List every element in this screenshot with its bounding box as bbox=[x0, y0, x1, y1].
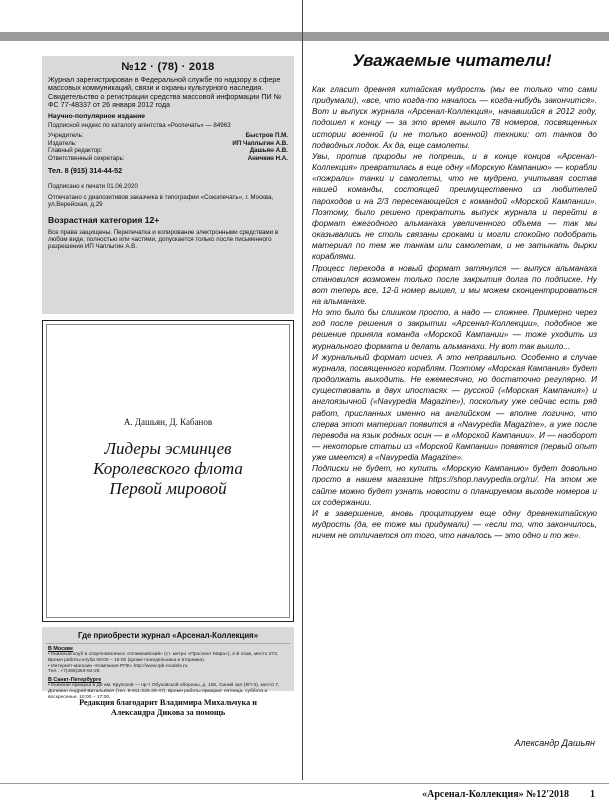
secretary-label: Ответственный секретарь: bbox=[48, 154, 125, 162]
paragraph-1: Как гласит древняя китайская мудрость (мы ее только что сами придумали), «все, что когда-то началось — когда-нибудь закончится». Вот и выпуск журнала «Арсенал-Коллекция», начавшийся в 2012 году, подошел к концу — за это время вышло 78 номеров, посвященных истории военной (и не только военной) техники: от танков до подводных лодок. Ах да, еще самолеты. bbox=[312, 85, 597, 150]
acknowledgement-line-2: Александра Дикова за помощь bbox=[110, 708, 226, 717]
city-spb: В Санкт-Петербурге bbox=[48, 677, 102, 684]
paragraph-3: Процесс перехода в новый формат затянулся — выпуск альманаха становился возможен только после закрытия долга по подписке. Ну вот теперь все, 12-й номер вышел, и мы можем сконцентрироваться на альманахе. bbox=[312, 263, 597, 306]
signed-date: Подписано к печати 01.06.2020 bbox=[48, 183, 138, 191]
moscow-store-1: • Книжный клуб в спорткомплексе «Олимпийский» (ст. метро «Проспект Мира»), 2-й этаж, место 274. Время работы клуба 09:00 – 15:00 (кроме понедельника и вторника). bbox=[48, 652, 279, 663]
cover-frame bbox=[46, 324, 290, 618]
where-to-buy-heading: Где приобрести журнал «Арсенал-Коллекция» bbox=[46, 627, 290, 644]
editor-value: Дашьян А.В. bbox=[249, 147, 288, 155]
column-divider bbox=[302, 0, 303, 780]
book-authors: А. Дашьян, Д. Кабанов bbox=[123, 417, 213, 427]
founder-value: Быстров П.М. bbox=[245, 132, 288, 140]
book-title-line-3: Первой мировой bbox=[109, 479, 227, 498]
issue-number: №12 · (78) · 2018 bbox=[121, 61, 215, 73]
top-bar bbox=[0, 32, 609, 41]
founder-label: Учредитель: bbox=[48, 132, 84, 140]
editor-row bbox=[48, 147, 288, 155]
where-to-buy-box bbox=[42, 627, 294, 700]
city-moscow: В Москве bbox=[48, 646, 74, 652]
founder-row bbox=[48, 132, 288, 140]
publisher-row bbox=[48, 140, 288, 148]
acknowledgement bbox=[42, 698, 294, 718]
paragraph-5: И журнальный формат исчез. А это неправильно. Особенно в случае журнала, посвященного кораблям. Поэтому «Морская Кампания» будет продолжать выходить. Не ежемесячно, но достаточно регулярно. И существовать в двух ипостасях — русской («Морская Кампания») и англоязычной («Navypedia Magazine»), поскольку уже сейчас есть ряд работ, присланных именно на английском — вполне логично, что сперва этот материал появится в «Navypedia Magazine», а уже после перевода на язык родных осин — в «Морской Кампании». И — наоборот — некоторые статьи из «Морской Кампании» появятся (первый опыт уже имеется) в «Navypedia Magazine». bbox=[312, 352, 597, 463]
book-title bbox=[47, 439, 289, 499]
page-number: 1 bbox=[590, 789, 595, 800]
edition-type: Научно-популярное издание bbox=[48, 112, 146, 120]
printer-info: Отпечатано с диапозитивов заказчика в типографии «Союзпечать», г. Москва, ул.Верейская, д.29 bbox=[48, 193, 274, 209]
rights-notice: Все права защищены. Перепечатка и копирование электронными средствами в любом виде, полностью или частями, допускается только после письменного разрешения ИП Чаплыгин А.В. bbox=[48, 228, 279, 251]
age-category: Возрастная категория 12+ bbox=[48, 214, 160, 225]
footer-title: «Арсенал-Коллекция» №12'2018 bbox=[422, 789, 569, 800]
article-heading: Уважаемые читатели! bbox=[352, 51, 552, 70]
book-title-line-1: Лидеры эсминцев bbox=[104, 439, 232, 458]
masthead-box bbox=[42, 56, 294, 314]
paragraph-4: Но это было бы слишком просто, а надо — сложнее. Примерно через год после решения о закрытии «Арсенал-Коллекции», подобное же решение приняла команда «Морской Кампании» — тоже уходить из журнального формата и делать альманахи. Ну вот так вышло... bbox=[312, 308, 597, 351]
article-signature: Александр Дашьян bbox=[514, 738, 595, 748]
book-cover bbox=[42, 320, 294, 622]
footer bbox=[0, 783, 609, 806]
subscription-index: Подписной индекс по каталогу агентства «Роспечать» — 84963 bbox=[48, 121, 231, 129]
book-title-line-2: Королевского флота bbox=[93, 459, 243, 478]
editor-label: Главный редактор: bbox=[48, 147, 103, 155]
spb-store-1: • Книжная ярмарка в ДК им. Крупской — пр-т Обуховской обороны, д. 105, Синий зал (КП-3), место 7, Долинин Андрей Витальевич (тел. 8-911-225-28-47). Время работы ярмарки: пятница, суббота и воскресенье, 10:00 – 17:00. bbox=[48, 683, 280, 700]
moscow-store-2: • Интернет-магазин «Компания РПК» http://www.rpk-models.ru bbox=[48, 663, 188, 669]
article-body bbox=[312, 84, 597, 726]
registration-text: Журнал зарегистрирован в Федеральной службе по надзору в сфере массовых коммуникаций, связи и охраны культурного наследия. Свидетельство о регистрации средства массовой информации ПИ № ФС 77-48337 от 26 января 2012 года bbox=[48, 75, 282, 110]
moscow-phone: Тел.: +7(495)363-62-29 bbox=[48, 669, 100, 675]
paragraph-2: Увы, против природы не попрешь, и в конце концов «Арсенал-Коллекция» превратилась в еще одну «Морскую Кампанию» — корабли «пожрали» танки и самолеты, что не мудрено, учитывая состав нашей команды, состоящей преимущественно из любителей пароходов и на 2/3 пересекающейся с командой «Морской Кампании». Поэтому, было решено прекратить выпуск журнала и перейти в формат ежегодного альманаха увеличенного объема — так мы оказывались не столь связаны сроками и могли спокойно подобрать материал по тем же танкам или самолетам, и не затыкать дырки кораблями. bbox=[312, 151, 597, 262]
phone: Тел. 8 (915) 314-44-52 bbox=[48, 166, 123, 176]
paragraph-7: И в завершение, вновь процитируем еще одну древнекитайскую мудрость (да, ее тоже мы придумали) — «если то, что закончилось, ничем не отличается от того, что началось — это одно и то же». bbox=[312, 508, 597, 541]
paragraph-6: Подписки не будет, но купить «Морскую Кампанию» будет довольно просто в нашем магазине https://shop.navypedia.org/ru/. На этом же сайте можно будет узнать новости о планируемом выходе номеров и их содержании. bbox=[312, 464, 597, 507]
acknowledgement-line-1: Редакция благодарит Владимира Михальчука и bbox=[79, 698, 257, 707]
secretary-value: Аничкин Н.А. bbox=[247, 154, 288, 162]
publisher-value: ИП Чаплыгин А.В. bbox=[232, 139, 288, 147]
publisher-label: Издатель: bbox=[48, 139, 77, 147]
secretary-row bbox=[48, 155, 288, 163]
